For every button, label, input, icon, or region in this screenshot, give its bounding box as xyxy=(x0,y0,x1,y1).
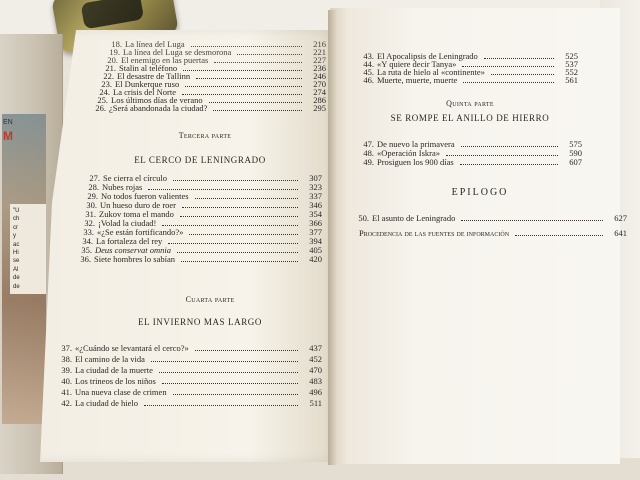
entry-number: 34. xyxy=(82,236,93,246)
entry-number: 47. xyxy=(363,139,374,149)
epilogue-title: EPILOGO xyxy=(451,187,509,198)
entry-title: La ruta de hielo al «continente» xyxy=(377,67,485,77)
dot-leader xyxy=(177,251,298,253)
entry-page: 525 xyxy=(565,51,578,61)
entry-page: 216 xyxy=(313,39,326,49)
entry-title: El enemigo en las puertas xyxy=(121,55,209,65)
entry-title: «¿Se están fortificando?» xyxy=(97,227,184,237)
cover-line: Al xyxy=(13,266,19,273)
entry-number: 43. xyxy=(363,51,374,61)
entry-page: 552 xyxy=(565,67,578,77)
entry-title: La línea del Luga se desmorona xyxy=(123,47,232,57)
entry-title: La línea del Luga xyxy=(125,39,185,49)
dot-leader xyxy=(195,197,298,199)
entry-page: 246 xyxy=(313,71,326,81)
entry-number: 49. xyxy=(363,157,374,167)
entry-title: El camino de la vida xyxy=(75,354,145,364)
entry-page: 394 xyxy=(309,236,322,246)
toc-entry xyxy=(360,76,578,85)
entry-title: ¡Volad la ciudad! xyxy=(98,218,157,228)
entry-number: 19. xyxy=(109,47,120,57)
cover-red-letter: M xyxy=(3,129,13,143)
entry-title: «¿Cuándo se levantará el cerco?» xyxy=(75,343,189,353)
entry-number: 39. xyxy=(61,365,72,375)
dot-leader xyxy=(189,233,298,235)
entry-page: 346 xyxy=(309,200,322,210)
entry-title: Una nueva clase de crimen xyxy=(75,387,167,397)
entry-title: La crisis del Norte xyxy=(113,87,177,97)
dot-leader xyxy=(461,145,558,147)
entry-page: 511 xyxy=(309,398,322,408)
cover-line: ac xyxy=(13,241,20,248)
dot-leader xyxy=(237,53,302,55)
entry-title: Procedencia de las fuentes de información xyxy=(359,228,510,238)
entry-page: 627 xyxy=(614,213,627,223)
part-label: Quinta parte xyxy=(446,99,494,108)
entry-number: 48. xyxy=(363,148,374,158)
entry-page: 575 xyxy=(569,139,582,149)
toc-entry-sources xyxy=(359,229,627,238)
entry-number: 36. xyxy=(80,254,91,264)
dot-leader xyxy=(209,101,302,103)
dot-leader xyxy=(159,371,298,373)
toc-entry xyxy=(58,344,322,353)
toc-entry xyxy=(360,158,582,167)
entry-title: Stalin al teléfono xyxy=(119,63,178,73)
dot-leader xyxy=(168,242,298,244)
entry-number: 27. xyxy=(89,173,100,183)
entry-page: 307 xyxy=(309,173,322,183)
entry-page: 420 xyxy=(309,254,322,264)
cover-line: se xyxy=(13,258,20,265)
dot-leader xyxy=(195,349,298,351)
cover-line: "U xyxy=(13,208,20,214)
entry-number: 25. xyxy=(97,95,108,105)
entry-title: Prosiguen los 900 días xyxy=(377,157,454,167)
entry-page: 270 xyxy=(313,79,326,89)
entry-number: 22. xyxy=(103,71,114,81)
entry-title: «Operación Iskra» xyxy=(377,148,441,158)
entry-title: Los últimos días de verano xyxy=(111,95,203,105)
part-label: Cuarta parte xyxy=(185,295,235,304)
entry-number: 35. xyxy=(81,245,92,255)
cover-text-strip xyxy=(10,204,46,294)
cover-text: EN xyxy=(3,119,13,126)
dot-leader xyxy=(446,154,558,156)
dot-leader xyxy=(183,69,302,71)
entry-number: 29. xyxy=(87,191,98,201)
entry-title: El Apocalipsis de Leningrado xyxy=(377,51,478,61)
entry-page: 274 xyxy=(313,87,326,97)
entry-page: 537 xyxy=(565,59,578,69)
book-gutter xyxy=(328,10,336,465)
entry-number: 33. xyxy=(83,227,94,237)
entry-page: 236 xyxy=(313,63,326,73)
dot-leader xyxy=(181,260,298,262)
cover-line: cr xyxy=(13,224,18,231)
entry-page: 323 xyxy=(309,182,322,192)
entry-number: 28. xyxy=(88,182,99,192)
entry-title: Siete hombres lo sabían xyxy=(94,254,175,264)
entry-number: 21. xyxy=(105,63,116,73)
toc-entry xyxy=(58,377,322,386)
dot-leader xyxy=(173,179,298,181)
dot-leader xyxy=(151,360,298,362)
part-title: EL CERCO DE LENINGRADO xyxy=(134,155,266,165)
entry-title: La ciudad de hielo xyxy=(75,398,139,408)
entry-number: 30. xyxy=(86,200,97,210)
entry-number: 50. xyxy=(358,213,369,223)
cover-line: y xyxy=(13,233,16,240)
dot-leader xyxy=(148,188,298,190)
dot-leader xyxy=(162,224,298,226)
entry-number: 44. xyxy=(363,59,374,69)
toc-entry xyxy=(58,366,322,375)
cover-line: de xyxy=(13,275,20,282)
entry-title: Muerte, muerte, muerte xyxy=(377,75,458,85)
entry-number: 32. xyxy=(84,218,95,228)
entry-page: 607 xyxy=(569,157,582,167)
entry-title: El Dunkerque ruso xyxy=(115,79,180,89)
entry-title: La ciudad de la muerte xyxy=(75,365,153,375)
cover-line: de xyxy=(13,283,20,290)
entry-page: 641 xyxy=(614,228,627,238)
toc-entry xyxy=(355,214,627,223)
entry-number: 26. xyxy=(95,103,106,113)
entry-number: 41. xyxy=(61,387,72,397)
dot-leader xyxy=(182,206,298,208)
entry-page: 227 xyxy=(313,55,326,65)
dot-leader xyxy=(484,57,554,59)
entry-page: 561 xyxy=(565,75,578,85)
toc-entry xyxy=(92,104,326,113)
dot-leader xyxy=(185,85,302,87)
entry-title: Deus conservat omnia xyxy=(95,245,172,255)
toc-entry xyxy=(58,355,322,364)
dot-leader xyxy=(162,382,298,384)
entry-title: El desastre de Tallinn xyxy=(117,71,191,81)
entry-page: 405 xyxy=(309,245,322,255)
entry-page: 286 xyxy=(313,95,326,105)
entry-number: 24. xyxy=(99,87,110,97)
entry-title: «Y quiere decir Tanya» xyxy=(377,59,457,69)
toc-entry xyxy=(58,388,322,397)
entry-title: De nuevo la primavera xyxy=(377,139,455,149)
entry-title: La fortaleza del rey xyxy=(96,236,163,246)
cover-line: ch xyxy=(13,216,20,223)
entry-title: Se cierra el círculo xyxy=(103,173,167,183)
entry-page: 470 xyxy=(309,365,322,375)
entry-page: 337 xyxy=(309,191,322,201)
entry-title: Nubes rojas xyxy=(102,182,143,192)
toc-entry xyxy=(58,399,322,408)
dot-leader xyxy=(460,163,558,165)
entry-page: 496 xyxy=(309,387,322,397)
part-label: Tercera parte xyxy=(178,131,232,140)
entry-page: 295 xyxy=(313,103,326,113)
entry-page: 221 xyxy=(313,47,326,57)
entry-number: 45. xyxy=(363,67,374,77)
entry-page: 377 xyxy=(309,227,322,237)
entry-number: 23. xyxy=(101,79,112,89)
entry-number: 20. xyxy=(107,55,118,65)
entry-title: ¿Será abandonada la ciudad? xyxy=(109,103,208,113)
entry-title: Los trineos de los niños xyxy=(75,376,156,386)
part-title: EL INVIERNO MAS LARGO xyxy=(137,317,262,327)
dot-leader xyxy=(491,73,554,75)
dot-leader xyxy=(463,81,554,83)
entry-number: 31. xyxy=(85,209,96,219)
dot-leader xyxy=(515,234,603,236)
entry-page: 590 xyxy=(569,148,582,158)
entry-title: El asunto de Leningrado xyxy=(372,213,456,223)
dot-leader xyxy=(144,404,298,406)
toc-entry xyxy=(77,255,322,264)
dot-leader xyxy=(213,109,302,111)
entry-number: 42. xyxy=(61,398,72,408)
entry-number: 18. xyxy=(111,39,122,49)
dot-leader xyxy=(461,219,603,221)
dot-leader xyxy=(180,215,298,217)
dot-leader xyxy=(173,393,298,395)
dot-leader xyxy=(196,77,302,79)
entry-number: 46. xyxy=(363,75,374,85)
entry-page: 483 xyxy=(309,376,322,386)
dot-leader xyxy=(214,61,302,63)
entry-number: 40. xyxy=(61,376,72,386)
part-title: SE ROMPE EL ANILLO DE HIERRO xyxy=(390,113,550,123)
entry-number: 38. xyxy=(61,354,72,364)
entry-title: Un hueso duro de roer xyxy=(100,200,177,210)
entry-page: 354 xyxy=(309,209,322,219)
entry-page: 366 xyxy=(309,218,322,228)
entry-number: 37. xyxy=(61,343,72,353)
entry-page: 437 xyxy=(309,343,322,353)
entry-title: Zukov toma el mando xyxy=(99,209,174,219)
entry-title: No todos fueron valientes xyxy=(101,191,189,201)
cover-line: Hi xyxy=(13,249,19,256)
entry-page: 452 xyxy=(309,354,322,364)
